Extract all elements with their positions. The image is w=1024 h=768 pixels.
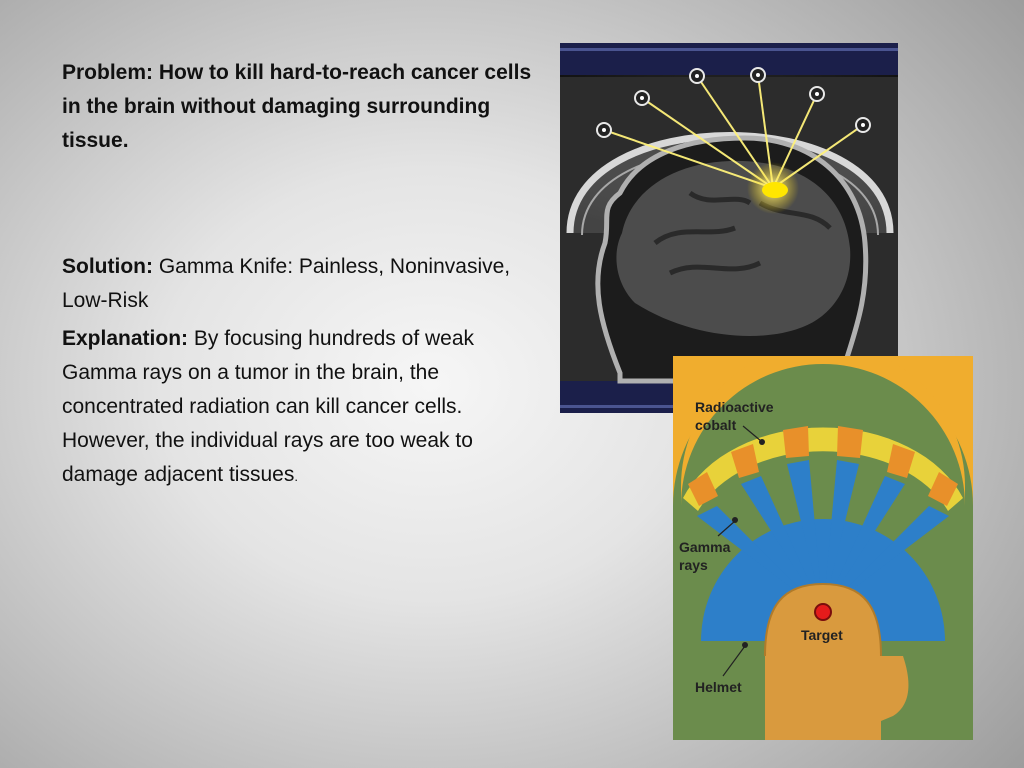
label-radioactive: Radioactive [695,399,774,415]
solution-text: Gamma Knife: Painless, Noninvasive, Low-Risk [62,255,511,312]
top-band [560,43,898,75]
label-cobalt: cobalt [695,417,737,433]
explanation-label: Explanation: [62,327,189,350]
label-target: Target [801,627,843,643]
problem-statement: Problem: How to kill hard-to-reach cancer cells in the brain without damaging surrounding tissue. [62,61,532,152]
explanation-paragraph [62,322,542,494]
label-rays: rays [679,557,708,573]
target-dot [815,604,831,620]
solution-paragraph [62,250,542,318]
solution-label: Solution: [62,255,153,278]
explanation-period: . [294,469,298,484]
tumor-target [762,182,788,198]
explanation-text: By focusing hundreds of weak Gamma rays on a tumor in the brain, the concentrated radiation can kill cancer cells. However, the individual rays are too weak to damage adjacent tissues [62,327,475,486]
gamma-knife-diagram [673,356,973,740]
brain [616,161,850,336]
label-helmet: Helmet [695,679,742,695]
label-gamma: Gamma [679,539,731,555]
